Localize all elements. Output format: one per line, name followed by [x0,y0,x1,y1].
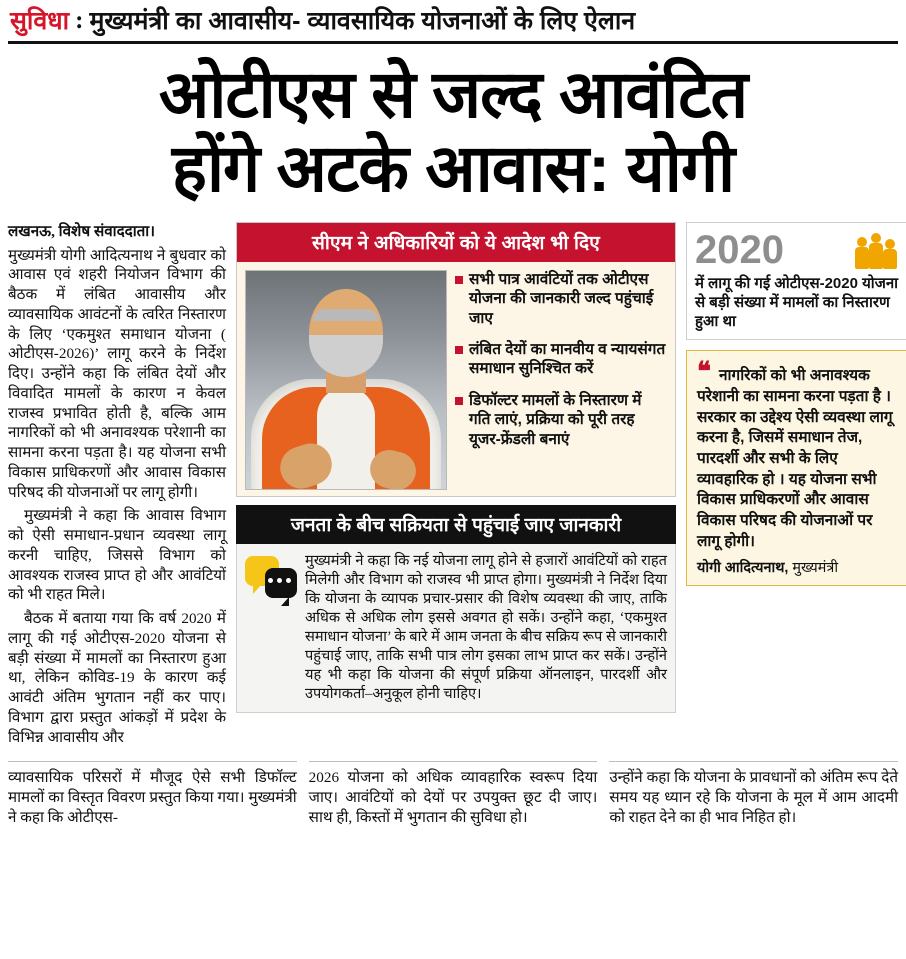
kicker-colon: : [75,7,84,34]
stat-text: में लागू की गई ओटीएस-2020 योजना से बड़ी संख्या में मामलों का निस्तारण हुआ था [695,274,899,330]
speech-bubbles-icon [245,552,297,608]
headline-line-2: होंगे अटके आवास: योगी [171,130,735,205]
main-grid [8,222,898,752]
bottom-column-2: 2026 योजना को अधिक व्यावहारिक स्वरूप दिया जाए। आवंटियों को देयों पर उपयुक्त छूट दी जाए। साथ ही, किस्तों में भुगतान की सुविधा हो। [309,761,598,827]
kicker-strip [8,0,898,44]
kicker-label: सुविधा [10,7,70,35]
stat-year: 2020 [695,227,784,272]
headline-line-1: ओटीएस से जल्द आवंटित [158,57,748,131]
middle-column [236,222,676,752]
right-column [686,222,906,752]
lead-paragraph-2: मुख्यमंत्री ने कहा कि आवास विभाग को ऐसी समाधान-प्रधान व्यवस्था लागू करनी चाहिए, जिससे विभाग को आवश्यक राजस्व प्राप्त हो और आवंटियों को भी राहत मिले। [8,507,226,604]
pull-quote-attribution [697,558,897,577]
orders-box-body [237,262,675,496]
stat-header [695,229,899,271]
strip-paragraph: मुख्यमंत्री ने कहा कि नई योजना लागू होने से हजारों आवंटियों को राहत मिलेगी और विभाग को राजस्व भी प्राप्त होगा। मुख्यमंत्री ने निर्देश दिया कि योजना के व्यापक प्रचार-प्रसार की विशेष व्यवस्था की जाए, ताकि अधिक से अधिक लोग इससे अवगत हो सकें। उन्होंने कहा, ‘एकमुश्त समाधान योजना’ के बारे में आम जनता के बीच सक्रिय रूप से जानकारी पहुंचाई जाए, ताकि सभी पात्र लोग इसका लाभ प्राप्त कर सकें। उन्होंने यह भी कहा कि योजना की संपूर्ण प्रक्रिया ऑनलाइन, पारदर्शी और उपयोगकर्ता–अनुकूल होनी चाहिए। [305,552,667,702]
cm-photo [245,270,447,490]
kicker-text: मुख्यमंत्री का आवासीय- व्यावसायिक योजनाओं के लिए ऐलान [89,7,636,35]
quote-role: मुख्यमंत्री [792,560,839,577]
strip-heading: जनता के बीच सक्रियता से पहुंचाई जाए जानकारी [236,505,676,544]
left-column [8,222,226,752]
orders-bullet-list [455,270,667,490]
orders-box-heading: सीएम ने अधिकारियों को ये आदेश भी दिए [237,223,675,262]
lead-story [8,222,226,748]
stat-box [686,222,906,341]
strip-body [236,544,676,713]
list-item: डिफॉल्टर मामलों के निस्तारण में गति लाएं, प्रक्रिया को पूरी तरह यूजर-फ्रेंडली बनाएं [455,391,667,449]
orders-box [236,222,676,497]
quote-mark-icon: ❝ [697,356,709,387]
pull-quote-text: नागरिकों को भी अनावश्यक परेशानी का सामना करना पड़ता है । सरकार का उद्देश्य ऐसी व्यवस्था लागू करना है, जिसमें समाधान तेज, पारदर्शी और सभी के लिए व्यावहारिक हो । यह योजना सभी विकास प्राधिकरणों और आवास विकास परिषद की योजनाओं पर लागू होगी। [697,367,893,550]
quote-author: योगी आदित्यनाथ, [697,560,789,577]
bottom-column-3: उन्होंने कहा कि योजना के प्रावधानों को अंतिम रूप देते समय यह ध्यान रहे कि योजना के मूल में आम आदमी को राहत देने का ही भाव निहित हो। [609,761,898,827]
list-item: सभी पात्र आवंटियों तक ओटीएस योजना की जानकारी जल्द पहुंचाई जाए [455,270,667,328]
pull-quote [686,350,906,586]
bottom-columns [8,761,898,827]
list-item: लंबित देयों का मानवीय व न्यायसंगत समाधान सुनिश्चित करें [455,340,667,379]
dateline: लखनऊ, विशेष संवाददाता। [8,222,155,240]
people-icon [853,229,899,271]
page-headline [8,44,898,216]
lead-paragraph-3: बैठक में बताया गया कि वर्ष 2020 में लागू की गई ओटीएस-2020 योजना से बड़ी संख्या में मामलों का निस्तारण हुआ था, लेकिन कोविड-19 के कारण कई आवंटी अंतिम भुगतान नहीं कर पाए। विभाग द्वारा प्रस्तुत आंकड़ों में प्रदेश के विभिन्न आवासीय और [8,610,226,746]
lead-paragraph-1: मुख्यमंत्री योगी आदित्यनाथ ने बुधवार को आवास एवं शहरी नियोजन विभाग की बैठक में लंबित आवासीय और व्यावसायिक आवंटनों के त्वरित निस्तारण के लिए ‘एकमुश्त समाधान योजना ( ओटीएस-2026)’ लागू करने के निर्देश दिए। उन्होंने कहा कि लंबित देयों और विवादित मामलों के कारण न केवल राजस्व प्रभावित होती है, बल्कि आम नागरिकों को भी अनावश्यक परेशानी का सामना करना पड़ता है। यह योजना सभी विकास प्राधिकरणों और आवास विकास परिषद की योजनाओं पर लागू होगी। [8,246,226,501]
bottom-column-1: व्यावसायिक परिसरों में मौजूद ऐसे सभी डिफॉल्ट मामलों का विस्तृत विवरण प्रस्तुत किया गया। मुख्यमंत्री ने कहा कि ओटीएस- [8,761,297,827]
